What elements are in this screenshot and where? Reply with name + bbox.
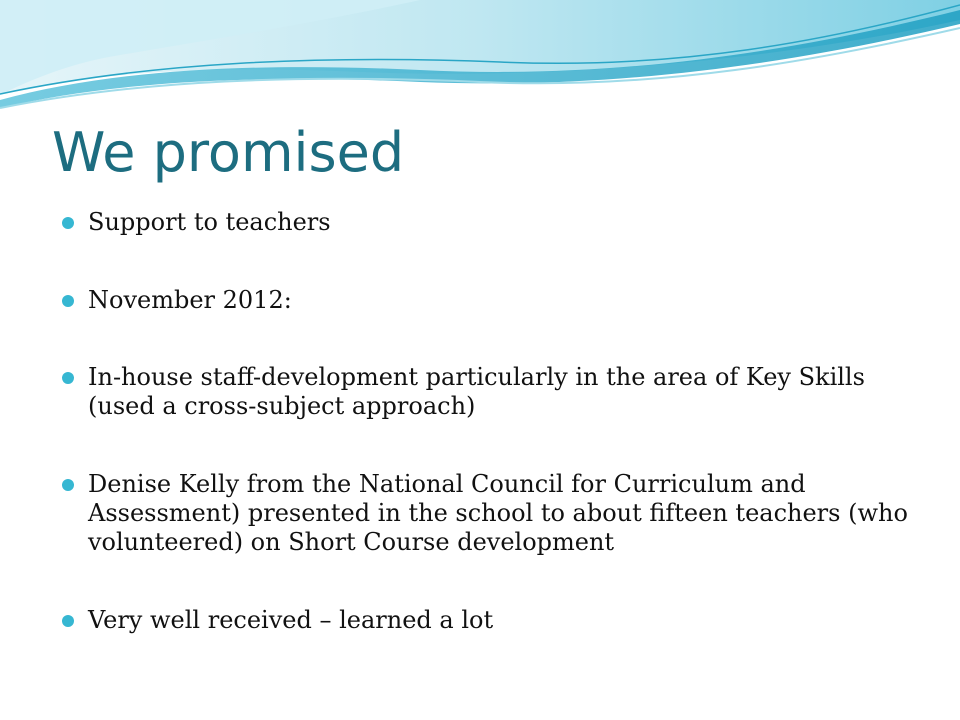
- bullet-dot-icon: [62, 295, 74, 307]
- bullet-item: [62, 470, 912, 557]
- bullet-dot-icon: [62, 615, 74, 627]
- slide-title: We promised: [52, 121, 405, 184]
- bullet-text: November 2012:: [88, 286, 292, 314]
- bullet-item: [62, 208, 912, 237]
- bullet-text: Support to teachers: [88, 208, 331, 236]
- bullet-text: Denise Kelly from the National Council for Curriculum and Assessment) presented in the school to about fifteen teachers (who volunteered) on Short Course development: [88, 470, 908, 556]
- bullet-dot-icon: [62, 217, 74, 229]
- bullet-item: [62, 286, 912, 315]
- bullet-list: [62, 0, 922, 720]
- bullet-item: [62, 606, 912, 635]
- bullet-text: Very well received – learned a lot: [88, 606, 494, 634]
- bullet-text: In-house staff-development particularly in the area of Key Skills (used a cross-subject approach): [88, 363, 865, 420]
- bullet-item: [62, 363, 912, 421]
- bullet-dot-icon: [62, 372, 74, 384]
- bullet-dot-icon: [62, 479, 74, 491]
